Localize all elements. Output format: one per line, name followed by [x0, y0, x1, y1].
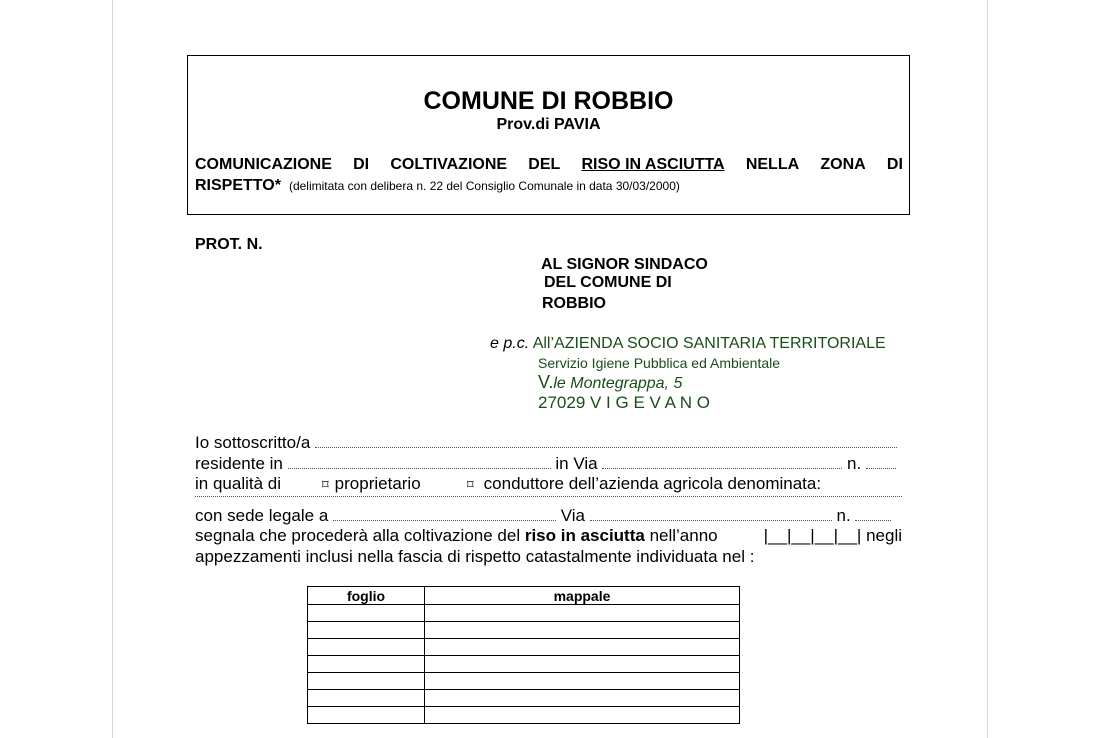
- subject-word: NELLA: [745, 156, 800, 173]
- owner-option[interactable]: [322, 474, 421, 494]
- quality-label: in qualità di: [195, 474, 282, 493]
- cc-city: 27029 V I G E V A N O: [538, 393, 710, 412]
- table-row: [308, 690, 740, 707]
- tenant-checkbox-icon[interactable]: ⌑: [467, 477, 474, 492]
- owner-label: proprietario: [334, 474, 421, 493]
- resident-city-field[interactable]: [288, 454, 551, 469]
- subject-word: COLTIVAZIONE: [390, 156, 508, 173]
- mappale-cell[interactable]: [425, 639, 740, 656]
- table-row: [308, 656, 740, 673]
- cadastral-table: [307, 586, 740, 724]
- company-name-field[interactable]: [195, 496, 902, 497]
- subject-word: DI: [886, 156, 903, 173]
- declaration-text: [195, 526, 718, 546]
- foglio-cell[interactable]: [308, 656, 425, 673]
- seat-via-label: Via: [560, 506, 586, 525]
- mappale-cell[interactable]: [425, 656, 740, 673]
- table-row: [308, 622, 740, 639]
- seat-number-label: n.: [836, 506, 851, 525]
- table-row: [308, 639, 740, 656]
- subject-highlight: RISO IN ASCIUTTA: [581, 156, 725, 173]
- seat-row: [195, 506, 891, 526]
- declaration-tail: [764, 526, 902, 546]
- signer-label: Io sottoscritto/a: [195, 433, 311, 452]
- cc-street-v: V.: [538, 372, 554, 392]
- declaration-row: [195, 526, 902, 546]
- tenant-label: conduttore dell’azienda agricola denominata:: [483, 474, 822, 493]
- cc-service: Servizio Igiene Pubblica ed Ambientale: [538, 355, 781, 371]
- resident-number-field[interactable]: [866, 454, 896, 469]
- foglio-cell[interactable]: [308, 707, 425, 724]
- foglio-cell[interactable]: [308, 605, 425, 622]
- seat-street-field[interactable]: [590, 506, 832, 521]
- foglio-cell[interactable]: [308, 622, 425, 639]
- resident-label: residente in: [195, 454, 283, 473]
- cc-street: [538, 372, 682, 393]
- seat-label: con sede legale a: [195, 506, 329, 525]
- declaration-line-2: appezzamenti inclusi nella fascia di rispetto catastalmente individuata nel :: [195, 547, 755, 566]
- column-header-foglio: foglio: [308, 587, 425, 605]
- declaration-crop: riso in asciutta: [524, 526, 645, 545]
- foglio-cell[interactable]: [308, 639, 425, 656]
- subject-word: ZONA: [820, 156, 866, 173]
- tenant-option[interactable]: [467, 474, 821, 494]
- foglio-cell[interactable]: [308, 673, 425, 690]
- recipient-line-1: AL SIGNOR SINDACO: [541, 256, 708, 273]
- cc-line: [490, 335, 886, 353]
- quality-row: [195, 474, 281, 494]
- mappale-cell[interactable]: [425, 605, 740, 622]
- table-body: [308, 605, 740, 724]
- declaration-prefix: segnala che procederà alla coltivazione del: [195, 526, 521, 545]
- seat-city-field[interactable]: [333, 506, 556, 521]
- foglio-cell[interactable]: [308, 690, 425, 707]
- subject-rispetto: RISPETTO*: [195, 177, 281, 194]
- cc-organization: All’AZIENDA SOCIO SANITARIA TERRITORIALE: [532, 335, 886, 352]
- subject-word: COMUNICAZIONE: [195, 156, 332, 173]
- recipient-line-2: DEL COMUNE DI: [544, 274, 672, 291]
- mappale-cell[interactable]: [425, 673, 740, 690]
- province-label: Prov.di PAVIA: [496, 116, 601, 133]
- table-row: [308, 673, 740, 690]
- owner-checkbox-icon[interactable]: ⌑: [322, 477, 329, 492]
- subject-note: (delimitata con delibera n. 22 del Consiglio Comunale in data 30/03/2000): [288, 179, 680, 193]
- table-header-row: [308, 587, 740, 605]
- table-row: [308, 605, 740, 622]
- number-label: n.: [847, 454, 862, 473]
- column-header-mappale: mappale: [425, 587, 740, 605]
- signer-field[interactable]: [315, 433, 897, 448]
- mappale-cell[interactable]: [425, 690, 740, 707]
- subject-word: DI: [353, 156, 370, 173]
- residence-row: [195, 454, 896, 474]
- year-boxes[interactable]: |__|__|__|__|: [763, 526, 862, 545]
- declaration-year-label: nell’anno: [649, 526, 718, 545]
- declaration-suffix: negli: [866, 526, 902, 545]
- header-box: [187, 55, 910, 215]
- subject-word: DEL: [528, 156, 561, 173]
- subject-line-1: [195, 156, 903, 174]
- cc-prefix: e p.c.: [490, 335, 530, 352]
- protocol-label: PROT. N.: [195, 236, 263, 253]
- seat-number-field[interactable]: [855, 506, 891, 521]
- municipality-title: COMUNE DI ROBBIO: [423, 87, 674, 115]
- mappale-cell[interactable]: [425, 707, 740, 724]
- table-row: [308, 707, 740, 724]
- mappale-cell[interactable]: [425, 622, 740, 639]
- via-label: in Via: [555, 454, 598, 473]
- recipient-line-3: ROBBIO: [542, 295, 606, 312]
- cc-street-rest: le Montegrappa, 5: [553, 375, 683, 392]
- subject-line-2: [195, 177, 680, 195]
- resident-street-field[interactable]: [602, 454, 842, 469]
- signer-row: [195, 433, 897, 453]
